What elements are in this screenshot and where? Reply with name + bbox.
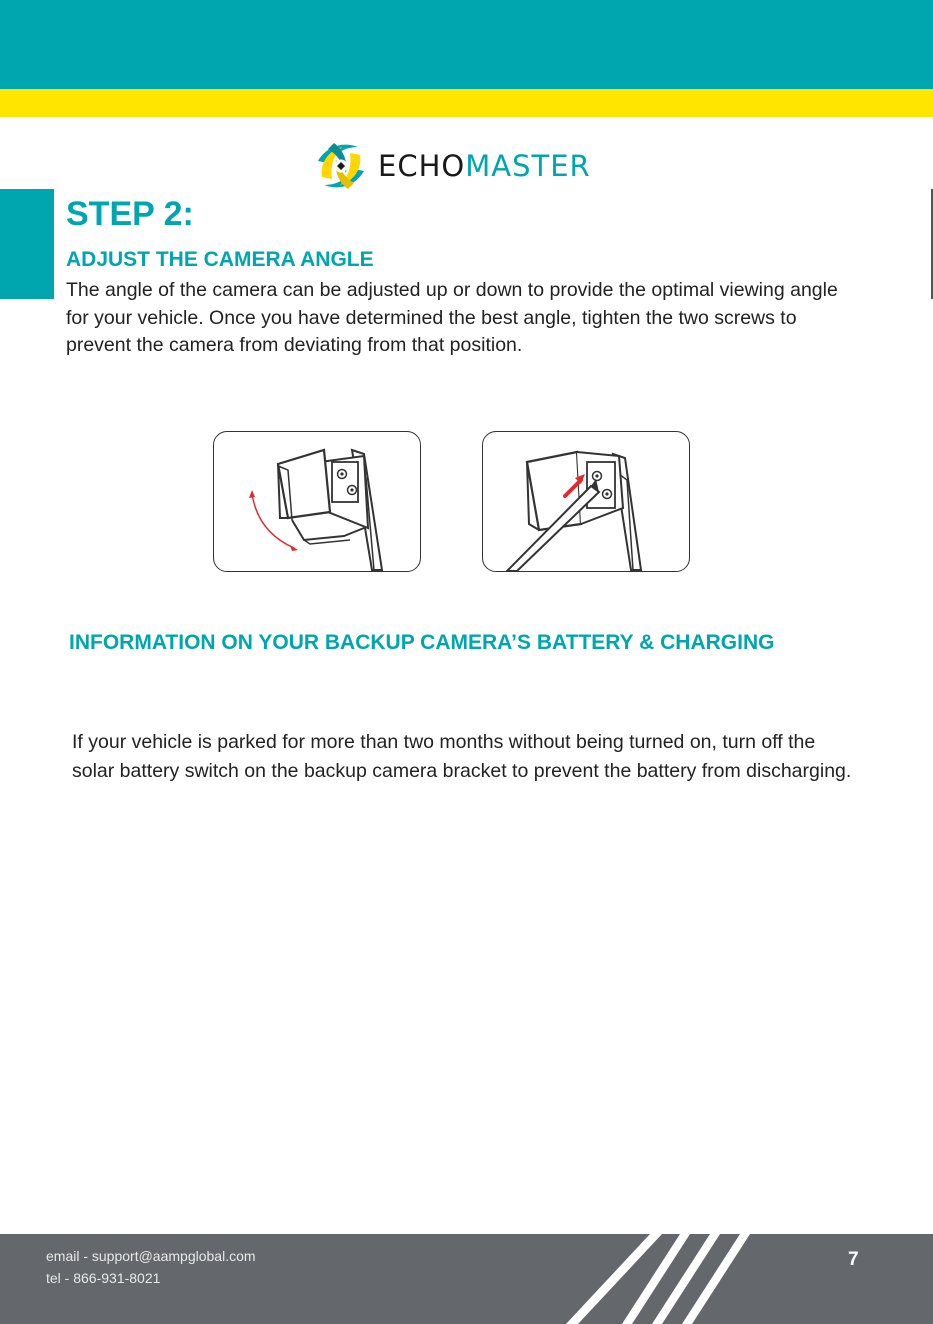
footer-tel: tel - 866-931-8021 bbox=[46, 1270, 161, 1286]
echomaster-logo bbox=[312, 136, 591, 196]
brand-name-echo: ECHO bbox=[378, 148, 466, 183]
brand-wordmark bbox=[378, 148, 591, 183]
step-title: STEP 2: bbox=[66, 195, 194, 233]
brand-name-master: MASTER bbox=[465, 148, 591, 183]
footer bbox=[0, 1234, 933, 1324]
camera-angle-adjust-icon bbox=[214, 432, 420, 571]
side-tab-marker bbox=[0, 189, 54, 299]
header-teal-band bbox=[0, 0, 933, 89]
page-number: 7 bbox=[848, 1249, 859, 1270]
info-body: If your vehicle is parked for more than two months without being turned on, turn off the solar battery switch on the backup camera bracket to prevent the battery from discharging. bbox=[72, 731, 852, 782]
echomaster-logo-icon bbox=[312, 137, 370, 195]
camera-screw-tighten-icon bbox=[483, 432, 689, 571]
step-subtitle: ADJUST THE CAMERA ANGLE bbox=[66, 248, 374, 271]
footer-email: email - support@aampglobal.com bbox=[46, 1248, 256, 1264]
info-title: INFORMATION ON YOUR BACKUP CAMERA’S BATTERY & CHARGING bbox=[69, 631, 775, 654]
header-yellow-band bbox=[0, 89, 933, 117]
step-body: The angle of the camera can be adjusted up or down to provide the optimal viewing angle for your vehicle. Once you have determined the best angle, tighten the two screws to prevent the camera from deviating from that position. bbox=[66, 279, 838, 356]
illustration-tighten-screws bbox=[482, 431, 690, 572]
illustration-adjust-angle bbox=[213, 431, 421, 572]
